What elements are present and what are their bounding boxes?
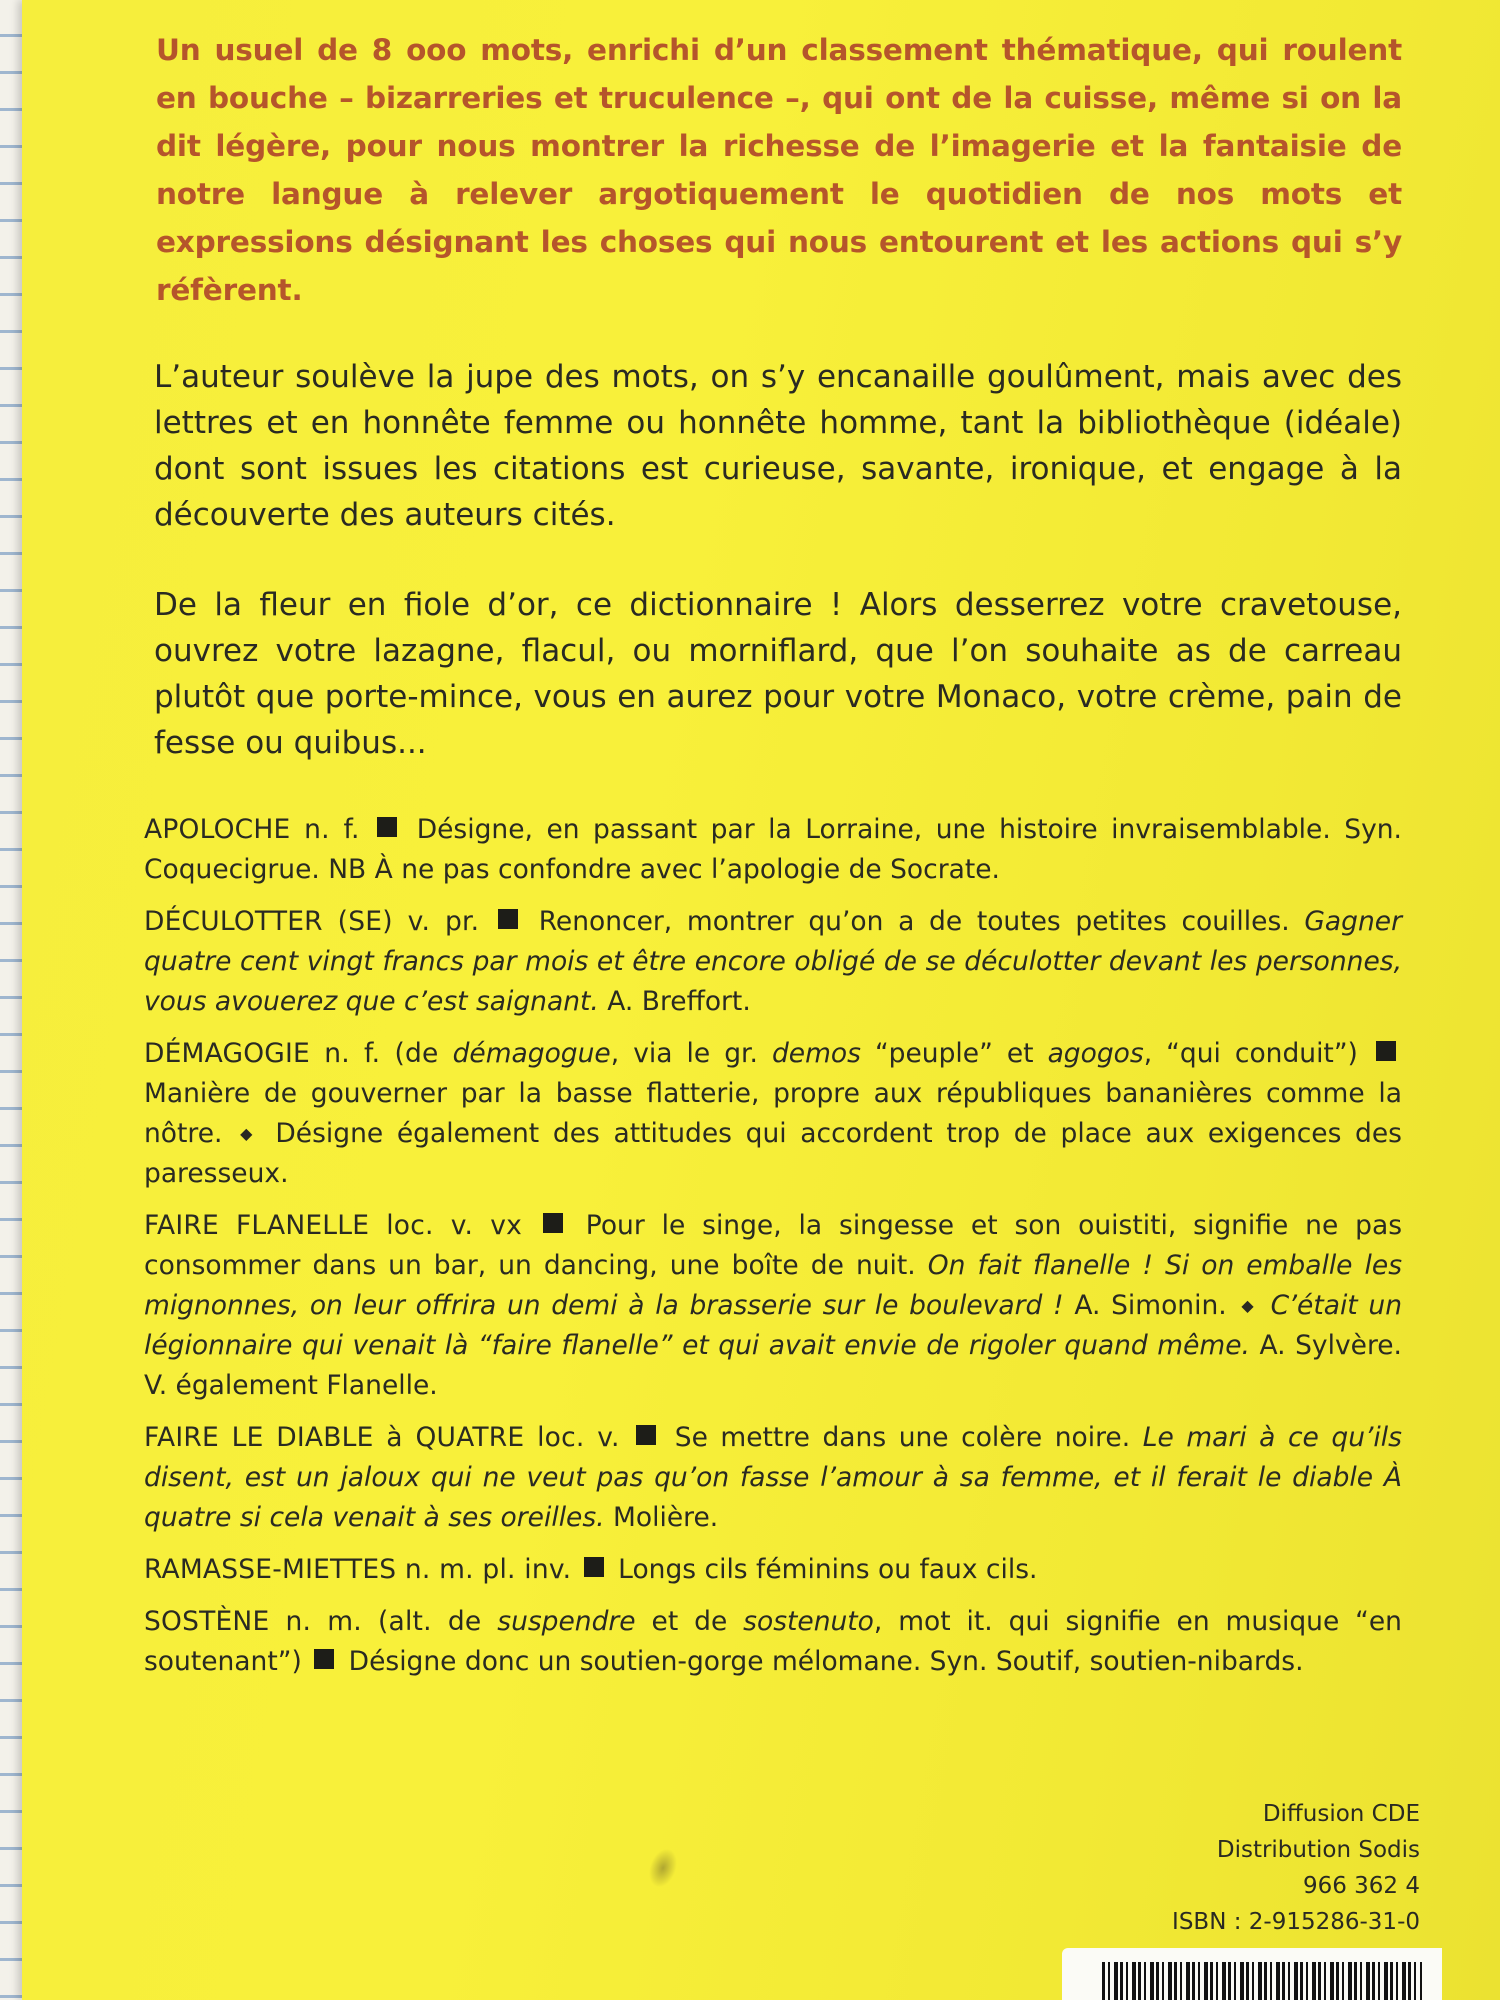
- cover-content: [130, 26, 1402, 1694]
- entry-author: A. Simonin.: [1074, 1290, 1227, 1321]
- entry-etymology-text: et de: [651, 1606, 728, 1637]
- entry-definition: Désigne donc un soutien-gorge mélomane. Syn. Soutif, soutien-nibards.: [348, 1646, 1304, 1677]
- entry-quote: On fait flanelle ! Si on emballe les mignonnes, on leur offrira un demi à la brasserie sur le boulevard !: [144, 1250, 1402, 1321]
- entry-etymology-text: “peuple” et: [874, 1038, 1034, 1069]
- entry-headword: FAIRE LE DIABLE à QUATRE loc. v.: [144, 1422, 620, 1453]
- product-code: 966 362 4: [1302, 1873, 1420, 1899]
- diffusion-line: Diffusion CDE: [1262, 1801, 1420, 1827]
- distribution-line: Distribution Sodis: [1216, 1837, 1420, 1863]
- distribution-info: [1172, 1796, 1420, 1940]
- diamond-icon: ◆: [1241, 1296, 1256, 1315]
- diamond-icon: ◆: [240, 1124, 258, 1143]
- entry-etymology-text: , “qui conduit”): [1143, 1038, 1358, 1069]
- entry-etymology-text: , mot it. qui signifie en musique “en soutenant”): [144, 1606, 1402, 1677]
- entry-apoloche: [144, 810, 1402, 890]
- entry-etymology-word: agogos: [1047, 1038, 1144, 1069]
- entry-author: Molière.: [613, 1502, 719, 1533]
- isbn: ISBN : 2-915286-31-0: [1172, 1909, 1420, 1935]
- entry-quote: Gagner quatre cent vingt francs par mois et être encore obligé de se déculotter devant les personnes, vous avouerez que c’est saignant.: [144, 906, 1402, 1017]
- black-square-icon: [636, 1425, 656, 1445]
- entry-ramasse-miettes: [144, 1550, 1402, 1590]
- entry-definition: Se mettre dans une colère noire.: [674, 1422, 1131, 1453]
- dictionary-entries: [144, 810, 1402, 1682]
- barcode-label: [1062, 1948, 1442, 2000]
- barcode-bars: [1102, 1962, 1422, 2000]
- black-square-icon: [377, 817, 397, 837]
- body-paragraph-1: L’auteur soulève la jupe des mots, on s’y encanaille goulûment, mais avec des lettres et en honnête femme ou honnête homme, tant la bibliothèque (idéale) dont sont issues les citations est curieuse, savante, ironique, et engage à la découverte des auteurs cités.: [154, 359, 1402, 533]
- entry-definition-2: Désigne également des attitudes qui accordent trop de place aux exigences des paresseux.: [144, 1118, 1402, 1189]
- intro-paragraph: Un usuel de 8 ooo mots, enrichi d’un classement thématique, qui roulent en bouche – bizarreries et truculence –, qui ont de la cuisse, même si on la dit légère, pour nous montrer la richesse de l’imagerie et la fantaisie de notre langue à relever argotiquement le quotidien de nos mots et expressions désignant les choses qui nous entourent et les actions qui s’y réfèrent.: [156, 33, 1402, 307]
- entry-definition: Longs cils féminins ou faux cils.: [618, 1554, 1038, 1585]
- entry-etymology-text: , via le gr.: [610, 1038, 758, 1069]
- entry-etymology-word: suspendre: [497, 1606, 636, 1637]
- entry-headword: APOLOCHE n. f.: [144, 814, 360, 845]
- entry-sostene: [144, 1602, 1402, 1682]
- entry-definition: Pour le singe, la singesse et son ouistiti, signifie ne pas consommer dans un bar, un dancing, une boîte de nuit.: [144, 1210, 1403, 1281]
- body-paragraph-2: De la fleur en fiole d’or, ce dictionnaire ! Alors desserrez votre cravetouse, ouvrez votre lazagne, flacul, ou morniflard, que l’on souhaite as de carreau plutôt que porte-mince, vous en aurez pour votre Monaco, votre crème, pain de fesse ou quibus...: [154, 587, 1402, 761]
- entry-headword: DÉMAGOGIE n. f. (de: [144, 1038, 439, 1069]
- entry-author: A. Breffort.: [607, 986, 751, 1017]
- entry-quote: Le mari à ce qu’ils disent, est un jaloux qui ne veut pas qu’on fasse l’amour à sa femme, et il ferait le diable À quatre si cela venait à ses oreilles.: [144, 1422, 1402, 1533]
- entry-headword: RAMASSE-MIETTES n. m. pl. inv.: [144, 1554, 572, 1585]
- entry-headword: DÉCULOTTER (SE) v. pr.: [144, 906, 480, 937]
- book-back-cover: [22, 0, 1500, 2000]
- entry-deculotter: [144, 902, 1402, 1022]
- entry-quote: C’était un légionnaire qui venait là “faire flanelle” et qui avait envie de rigoler quand même.: [144, 1290, 1402, 1361]
- black-square-icon: [584, 1557, 604, 1577]
- smudge-mark: [644, 1845, 682, 1891]
- entry-headword: FAIRE FLANELLE loc. v. vx: [144, 1210, 522, 1241]
- entry-definition: Manière de gouverner par la basse flatterie, propre aux républiques bananières comme la nôtre.: [144, 1078, 1402, 1149]
- black-square-icon: [543, 1213, 563, 1233]
- entry-faire-le-diable: [144, 1418, 1402, 1538]
- entry-demagogie: [144, 1034, 1402, 1194]
- black-square-icon: [314, 1649, 334, 1669]
- entry-etymology-word: sostenuto: [743, 1606, 874, 1637]
- entry-etymology-word: demos: [771, 1038, 861, 1069]
- entry-etymology-word: démagogue: [452, 1038, 611, 1069]
- entry-definition: Désigne, en passant par la Lorraine, une histoire invraisemblable. Syn. Coquecigrue. NB À ne pas confondre avec l’apologie de Socrate.: [144, 814, 1402, 885]
- black-square-icon: [1376, 1041, 1396, 1061]
- entry-definition: Renoncer, montrer qu’on a de toutes petites couilles.: [538, 906, 1290, 937]
- black-square-icon: [498, 909, 518, 929]
- entry-headword: SOSTÈNE n. m. (alt. de: [144, 1606, 482, 1637]
- entry-author: A. Sylvère. V. également Flanelle.: [144, 1330, 1402, 1401]
- entry-faire-flanelle: [144, 1206, 1402, 1406]
